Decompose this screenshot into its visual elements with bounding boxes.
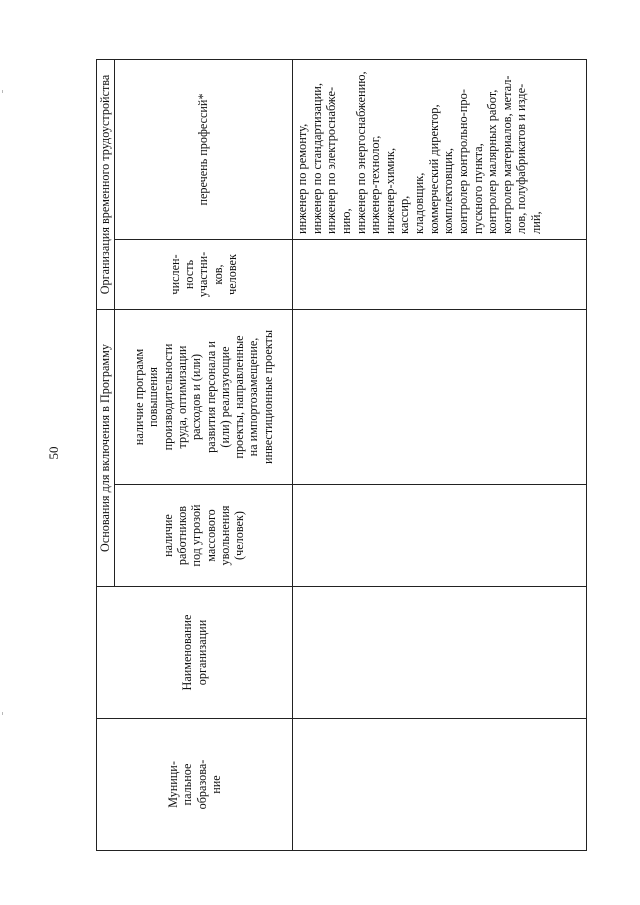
header-organization-name [97,587,293,719]
header-professions-list: перечень профессий* [115,59,293,239]
page-number: 50 [46,446,61,460]
profession-item: инженер по ремонту, [295,123,309,234]
profession-item: коммерческий директор, [426,104,441,234]
profession-item: кассир, [397,195,412,234]
header-municipality-text: Муници- пальное образова- ние [165,759,223,810]
header-employment-group: Организация временного трудоустройства [97,59,115,309]
header-organization-name-text: Наименование организации [180,614,209,691]
profession-item: контролер контрольно-про- [455,89,470,234]
scan-mark-left [2,90,3,93]
header-grounds-layoff: наличие работников под угрозой массового увольнения (человек) [115,485,293,587]
header-participants-count: числен- ность участни- ков, человек [115,239,293,309]
profession-item: инженер-технолог, [368,135,383,234]
profession-item: инженер по стандартизации, [309,83,324,234]
profession-item: лов, полуфабрикатов и изде- [514,83,529,234]
profession-item: инженер по энергоснабжению, [353,71,368,234]
cell-organization-name [293,587,587,719]
profession-item: комплектовщик, [441,148,456,234]
scan-mark-left-bottom [2,712,3,715]
header-grounds-group: Основания для включения в Программу [97,309,115,586]
cell-grounds-programs [293,309,587,484]
profession-item: контролер материалов, метал- [499,75,514,234]
header-municipality [97,719,293,851]
profession-item: лий, [529,211,543,234]
profession-item: инженер по электроснабже- [324,86,339,234]
profession-item: контролер малярных работ, [485,89,500,234]
cell-grounds-layoff [293,485,587,587]
profession-item: нию, [338,208,353,234]
cell-municipality [293,719,587,851]
program-table [96,60,587,851]
header-grounds-programs: наличие программ повышения производительности труда, оптимизации расходов и (или) развития персонала и (или) реализующие проекты, направленные на импортозамещение, инвестиционные проекты [115,309,293,484]
profession-item: кладовщик, [412,172,426,234]
profession-item: пускного пункта, [470,143,485,234]
cell-participants-count [293,239,587,309]
profession-item: инженер-химик, [382,147,397,234]
cell-professions-list [293,59,587,239]
